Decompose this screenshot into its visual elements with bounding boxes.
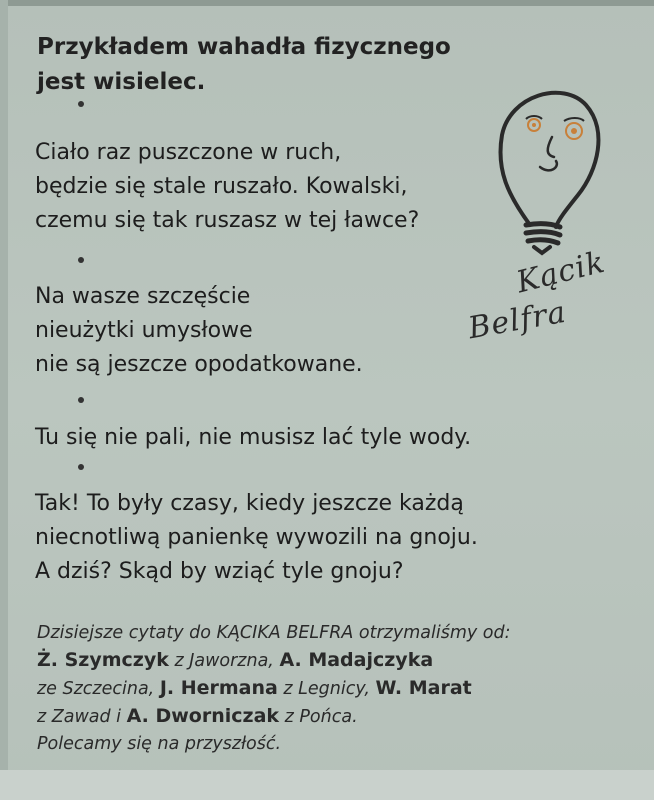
quote-line: czemu się tak ruszasz w tej ławce? [35, 208, 420, 233]
quote-line: Ciało raz puszczone w ruch, [35, 140, 342, 165]
credits-intro: Dzisiejsze cytaty do KĄCIKA BELFRA otrzymaliśmy od: [37, 623, 511, 643]
page-title [37, 30, 507, 100]
credits-line-4 [37, 703, 597, 731]
left-edge [0, 0, 8, 800]
contributor-town: ze Szczecina, [37, 679, 160, 699]
quote-line: niecnotliwą panienkę wywozili na gnoju. [35, 525, 478, 550]
credits-closing: Polecamy się na przyszłość. [37, 734, 282, 754]
quote-line: nieużytki umysłowe [35, 318, 253, 343]
bullet-dot [78, 464, 84, 470]
contributor-town: z Zawad i [37, 707, 127, 727]
quote-1 [35, 136, 419, 238]
credits-line-2 [37, 647, 597, 675]
quote-line: nie są jeszcze opodatkowane. [35, 352, 363, 377]
top-edge [0, 0, 654, 6]
logo-word-kacik: Kącik [513, 244, 609, 301]
contributor-name: Ż. Szymczyk [37, 649, 169, 671]
logo-word-belfra: Belfra [465, 294, 570, 347]
title-line-2: jest wisielec. [37, 69, 206, 95]
quote-line: Na wasze szczęście [35, 284, 251, 309]
contributor-town: z Legnicy, [277, 679, 376, 699]
quote-line: A dziś? Skąd by wziąć tyle gnoju? [35, 559, 404, 584]
bullet-dot [78, 101, 84, 107]
kacik-belfra-logo [465, 75, 618, 365]
contributor-town: z Pońca. [279, 707, 358, 727]
credits-footer [37, 620, 597, 758]
quote-line: Tak! To były czasy, kiedy jeszcze każdą [35, 491, 464, 516]
contributor-town: z Jaworzna, [168, 651, 280, 671]
bullet-dot [78, 257, 84, 263]
bullet-dot [78, 397, 84, 403]
quote-2 [35, 280, 363, 382]
contributor-name: J. Hermana [159, 677, 278, 699]
quote-line: Tu się nie pali, nie musisz lać tyle wody. [35, 425, 472, 450]
credits-line-3 [37, 675, 597, 703]
contributor-name: A. Madajczyka [279, 649, 434, 671]
contributor-name: W. Marat [375, 677, 472, 699]
quote-4 [35, 487, 478, 589]
contributor-name: A. Dworniczak [126, 705, 280, 727]
title-line-1: Przykładem wahadła fizycznego [37, 34, 451, 60]
quote-line: będzie się stale ruszało. Kowalski, [35, 174, 408, 199]
bottom-edge [0, 770, 654, 800]
quote-3 [35, 421, 471, 455]
